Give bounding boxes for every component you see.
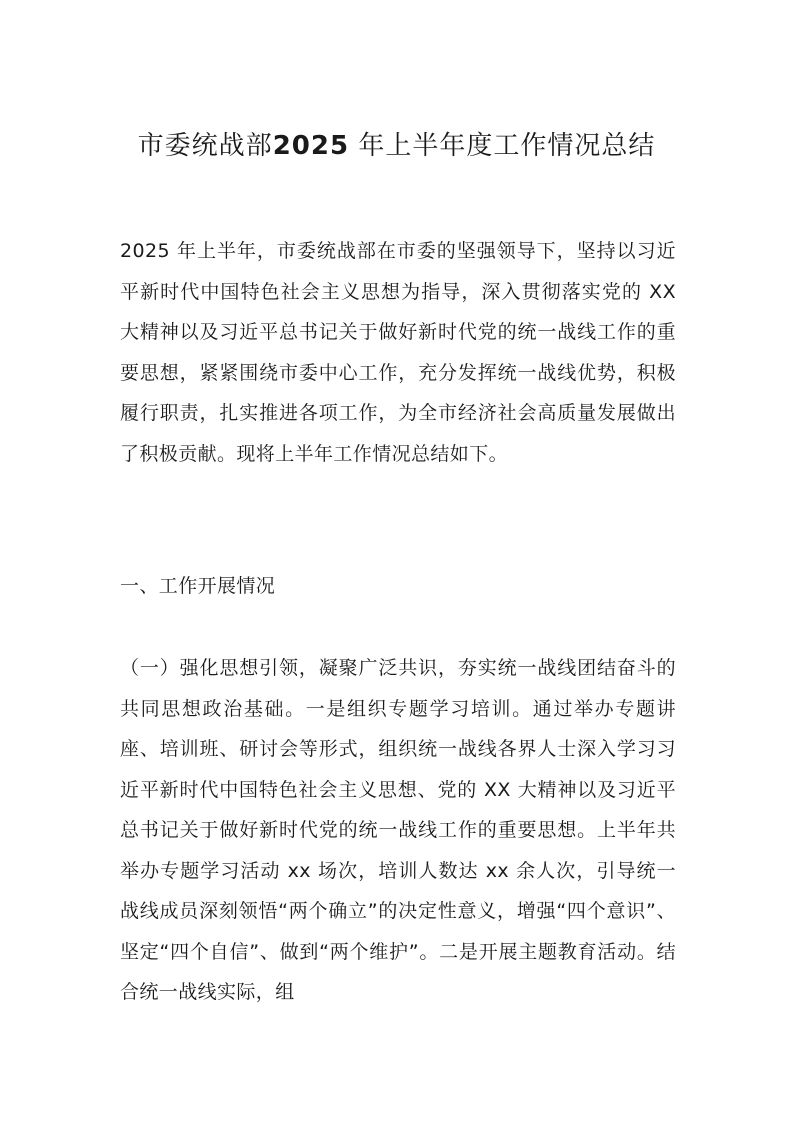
document-title xyxy=(0,126,793,166)
intro-paragraph: 2025 年上半年，市委统战部在市委的坚强领导下，坚持以习近平新时代中国特色社会主义思想为指导，深入贯彻落实党的 XX 大精神以及习近平总书记关于做好新时代党的统一战线工作的重要思想，紧紧围绕市委中心工作，充分发挥统一战线优势，积极履行职责，扎实推进各项工作，为全市经济社会高质量发展做出了积极贡献。现将上半年工作情况总结如下。 xyxy=(120,240,676,465)
title-suffix: 年上半年度工作情况总结 xyxy=(349,131,656,161)
section-paragraph: （一）强化思想引领，凝聚广泛共识，夯实统一战线团结奋斗的共同思想政治基础。一是组织专题学习培训。通过举办专题讲座、培训班、研讨会等形式，组织统一战线各界人士深入学习习近平新时代中国特色社会主义思想、党的 XX 大精神以及习近平总书记关于做好新时代党的统一战线工作的重要思想。上半年共举办专题学习活动 xx 场次，培训人数达 xx 余人次，引导统一战线成员深刻领悟“两个确立”的决定性意义，增强“四个意识”、坚定“四个自信”、做到“两个维护”。二是开展主题教育活动。结合统一战线实际，组 xyxy=(120,657,676,1003)
title-year: 2025 xyxy=(272,131,350,161)
section-heading: 一、工作开展情况 xyxy=(120,575,276,597)
title-prefix: 市委统战部 xyxy=(137,131,273,161)
